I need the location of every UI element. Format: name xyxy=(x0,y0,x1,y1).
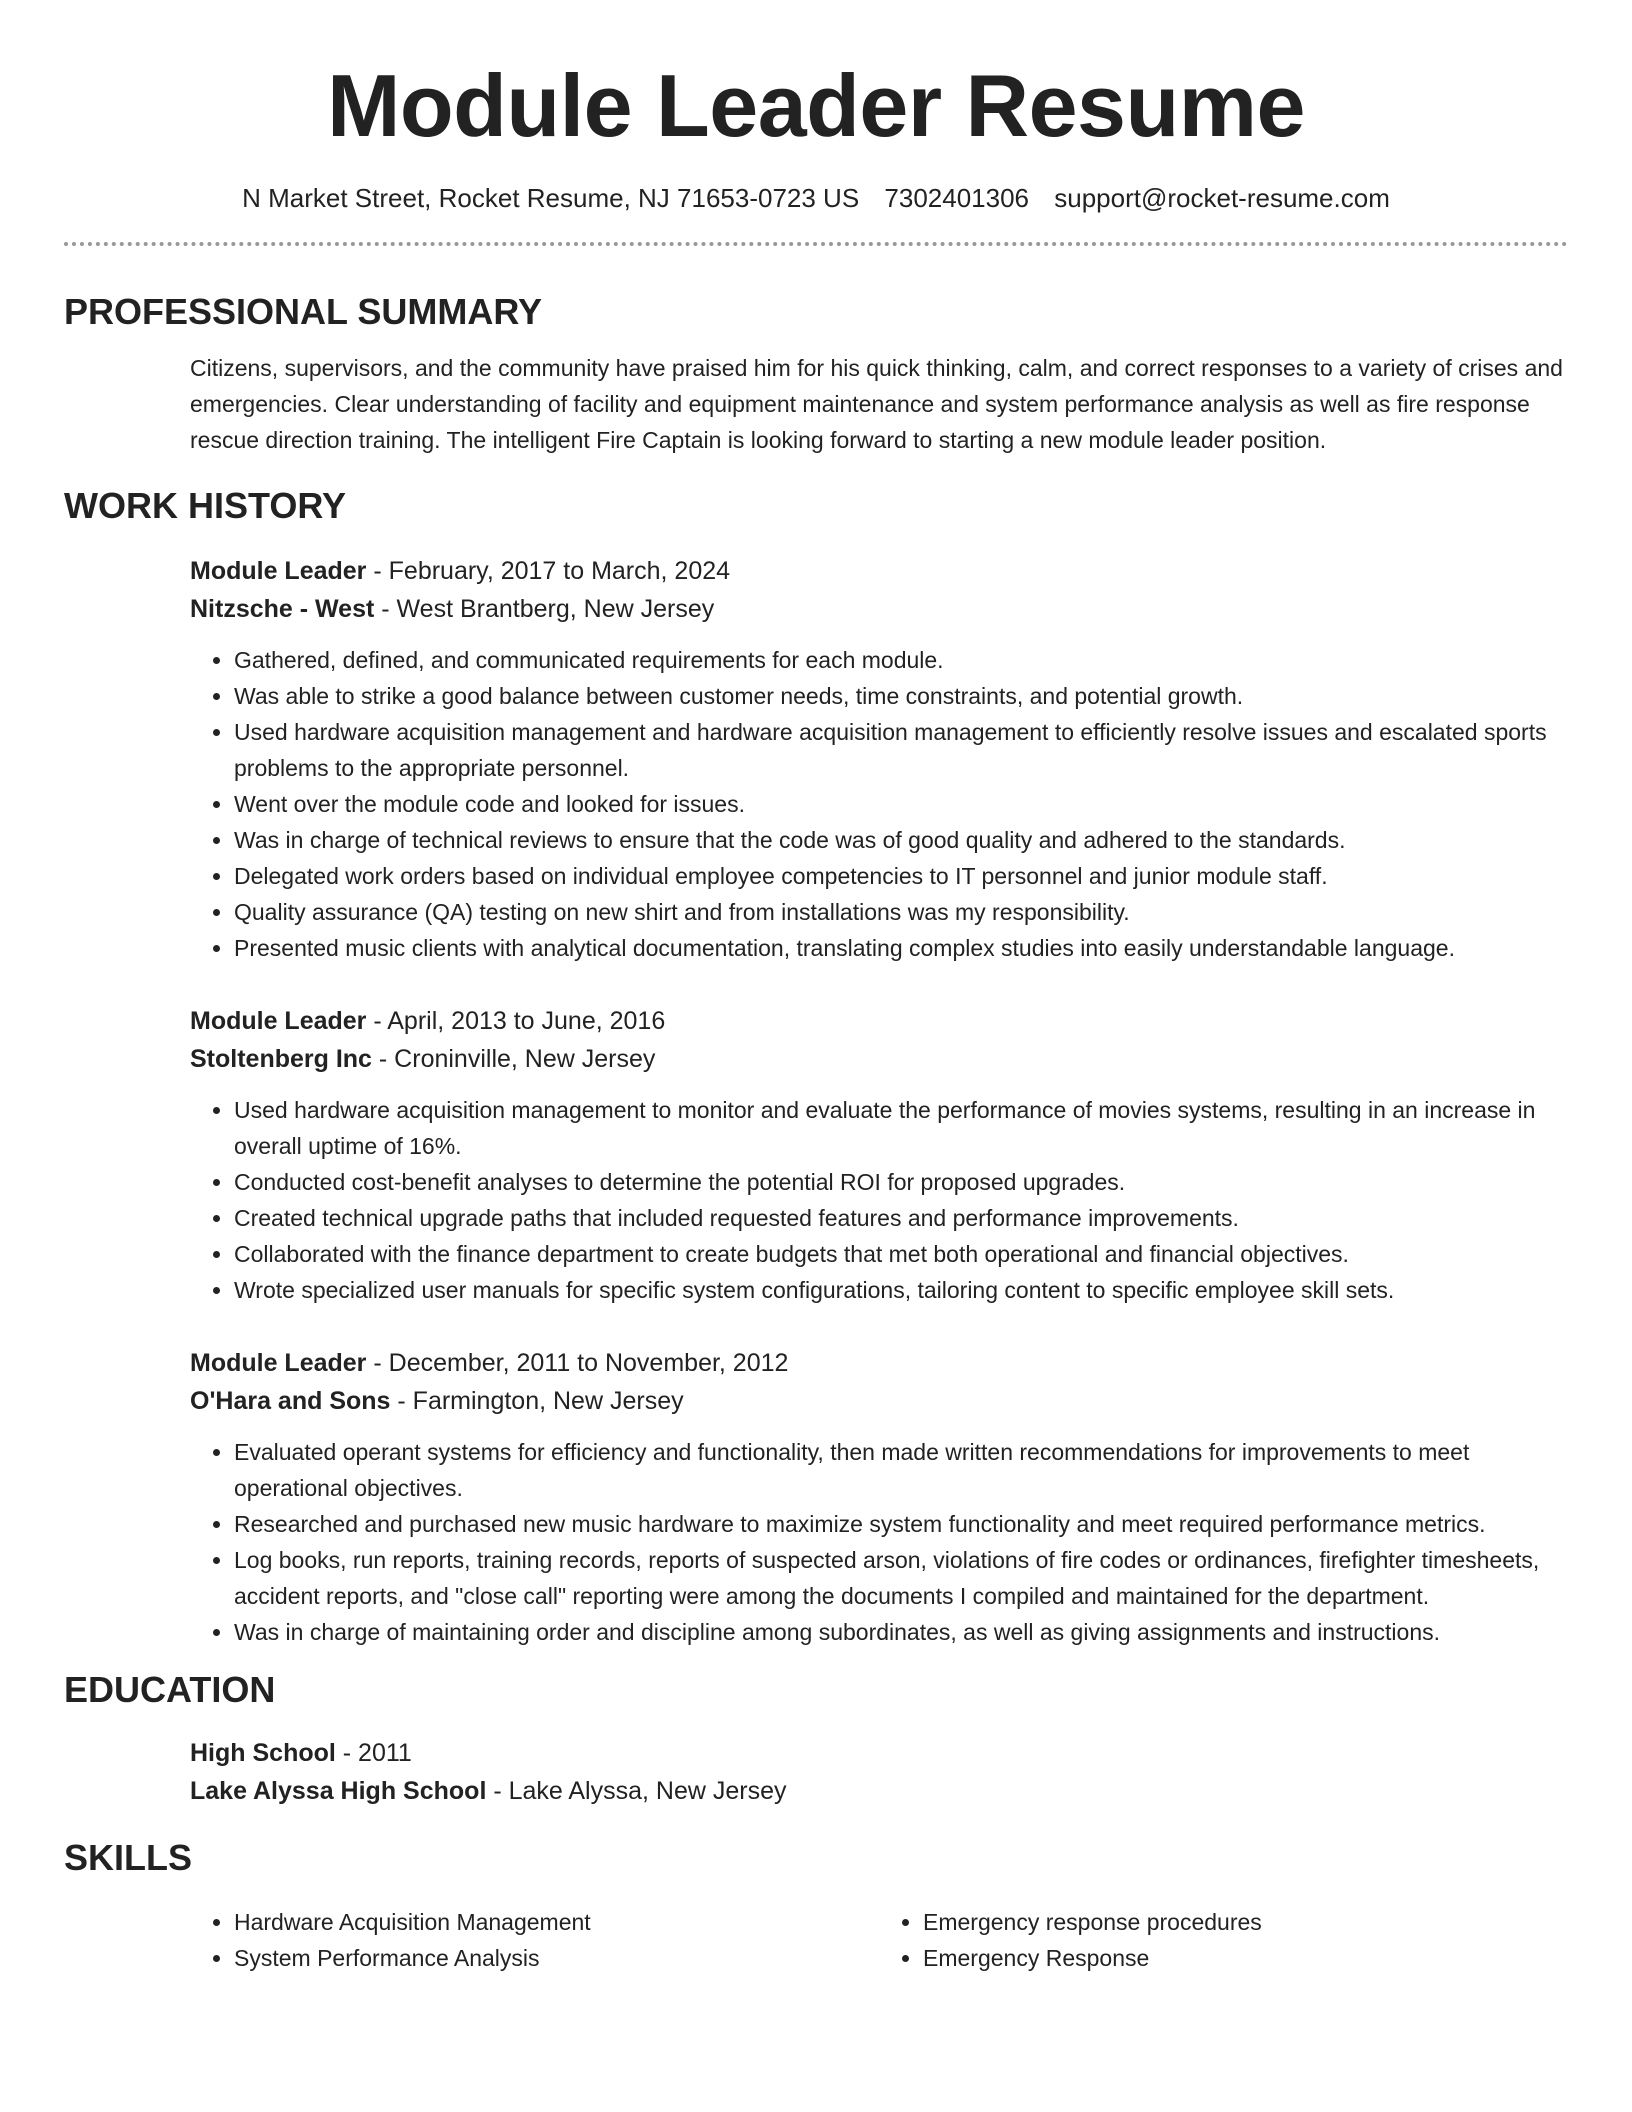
education-entry xyxy=(190,1734,1568,1810)
education-degree-line xyxy=(190,1734,1568,1772)
job-title-line xyxy=(190,552,1568,590)
education-degree: High School xyxy=(190,1739,336,1767)
list-item: • Researched and purchased new music hardware to maximize system functionality and meet required performance metrics. xyxy=(234,1506,1568,1542)
skill-item: • Emergency response procedures xyxy=(923,1904,1568,1940)
job-bullets xyxy=(190,1092,1568,1308)
job-title: Module Leader xyxy=(190,1007,367,1035)
skills-heading: SKILLS xyxy=(64,1837,193,1878)
summary-heading: PROFESSIONAL SUMMARY xyxy=(64,291,543,332)
job-company-line xyxy=(190,590,1568,628)
education-school: Lake Alyssa High School xyxy=(190,1777,487,1805)
job-bullets xyxy=(190,1434,1568,1650)
list-item: • Quality assurance (QA) testing on new shirt and from installations was my responsibility. xyxy=(234,894,1568,930)
job-entry-1 xyxy=(190,552,1568,966)
job-location: - Farmington, New Jersey xyxy=(390,1387,684,1415)
job-dates: - February, 2017 to March, 2024 xyxy=(366,557,731,585)
job-company-line xyxy=(190,1382,1568,1420)
job-entry-2 xyxy=(190,1002,1568,1308)
skill-item: • Hardware Acquisition Management xyxy=(234,1904,879,1940)
job-dates: - December, 2011 to November, 2012 xyxy=(366,1349,789,1377)
job-title-line xyxy=(190,1344,1568,1382)
job-company: O'Hara and Sons xyxy=(190,1387,391,1415)
contact-line xyxy=(64,178,1568,218)
job-bullets xyxy=(190,642,1568,966)
list-item: • Went over the module code and looked for issues. xyxy=(234,786,1568,822)
skills-list-right xyxy=(879,1904,1568,1976)
list-item: • Was in charge of maintaining order and discipline among subordinates, as well as giving assignments and instructions. xyxy=(234,1614,1568,1650)
header-divider xyxy=(64,242,1568,246)
skill-item: • Emergency Response xyxy=(923,1940,1568,1976)
job-company: Stoltenberg Inc xyxy=(190,1045,372,1073)
work-history-heading: WORK HISTORY xyxy=(64,485,347,526)
education-school-line xyxy=(190,1772,1568,1810)
skills-list-left xyxy=(190,1904,879,1976)
skill-item: • System Performance Analysis xyxy=(234,1940,879,1976)
contact-address: N Market Street, Rocket Resume, NJ 71653-0723 US xyxy=(242,183,860,213)
contact-phone: 7302401306 xyxy=(884,183,1030,213)
list-item: • Was able to strike a good balance between customer needs, time constraints, and potential growth. xyxy=(234,678,1568,714)
list-item: • Delegated work orders based on individual employee competencies to IT personnel and junior module staff. xyxy=(234,858,1568,894)
summary-text: Citizens, supervisors, and the community have praised him for his quick thinking, calm, and correct responses to a variety of crises and emergencies. Clear understanding of facility and equipment maintenance and system performance analysis as well as fire response rescue direction training. The intelligent Fire Captain is looking forward to starting a new module leader position. xyxy=(190,355,1563,453)
list-item: • Created technical upgrade paths that included requested features and performance improvements. xyxy=(234,1200,1568,1236)
list-item: • Used hardware acquisition management to monitor and evaluate the performance of movies systems, resulting in an increase in overall uptime of 16%. xyxy=(234,1092,1568,1164)
list-item: • Presented music clients with analytical documentation, translating complex studies into easily understandable language. xyxy=(234,930,1568,966)
job-location: - West Brantberg, New Jersey xyxy=(374,595,715,623)
job-location: - Croninville, New Jersey xyxy=(371,1045,656,1073)
education-location: - Lake Alyssa, New Jersey xyxy=(486,1777,787,1805)
job-company-line xyxy=(190,1040,1568,1078)
resume-title: Module Leader Resume xyxy=(327,56,1305,155)
job-entry-3 xyxy=(190,1344,1568,1650)
education-heading: EDUCATION xyxy=(64,1669,276,1710)
job-title-line xyxy=(190,1002,1568,1040)
list-item: • Conducted cost-benefit analyses to determine the potential ROI for proposed upgrades. xyxy=(234,1164,1568,1200)
education-year: - 2011 xyxy=(335,1739,412,1767)
list-item: • Evaluated operant systems for efficiency and functionality, then made written recommendations for improvements to meet operational objectives. xyxy=(234,1434,1568,1506)
list-item: • Wrote specialized user manuals for specific system configurations, tailoring content to specific employee skill sets. xyxy=(234,1272,1568,1308)
job-dates: - April, 2013 to June, 2016 xyxy=(366,1007,666,1035)
list-item: • Log books, run reports, training records, reports of suspected arson, violations of fire codes or ordinances, firefighter timesheets, accident reports, and "close call" reporting were among the documents I compiled and maintained for the department. xyxy=(234,1542,1568,1614)
contact-email: support@rocket-resume.com xyxy=(1054,183,1390,213)
list-item: • Used hardware acquisition management and hardware acquisition management to efficiently resolve issues and escalated sports problems to the appropriate personnel. xyxy=(234,714,1568,786)
list-item: • Gathered, defined, and communicated requirements for each module. xyxy=(234,642,1568,678)
resume-page xyxy=(64,0,1568,1976)
list-item: • Collaborated with the finance department to create budgets that met both operational and financial objectives. xyxy=(234,1236,1568,1272)
list-item: • Was in charge of technical reviews to ensure that the code was of good quality and adhered to the standards. xyxy=(234,822,1568,858)
skills-columns xyxy=(190,1904,1568,1976)
job-company: Nitzsche - West xyxy=(190,595,375,623)
job-title: Module Leader xyxy=(190,1349,367,1377)
job-title: Module Leader xyxy=(190,557,367,585)
